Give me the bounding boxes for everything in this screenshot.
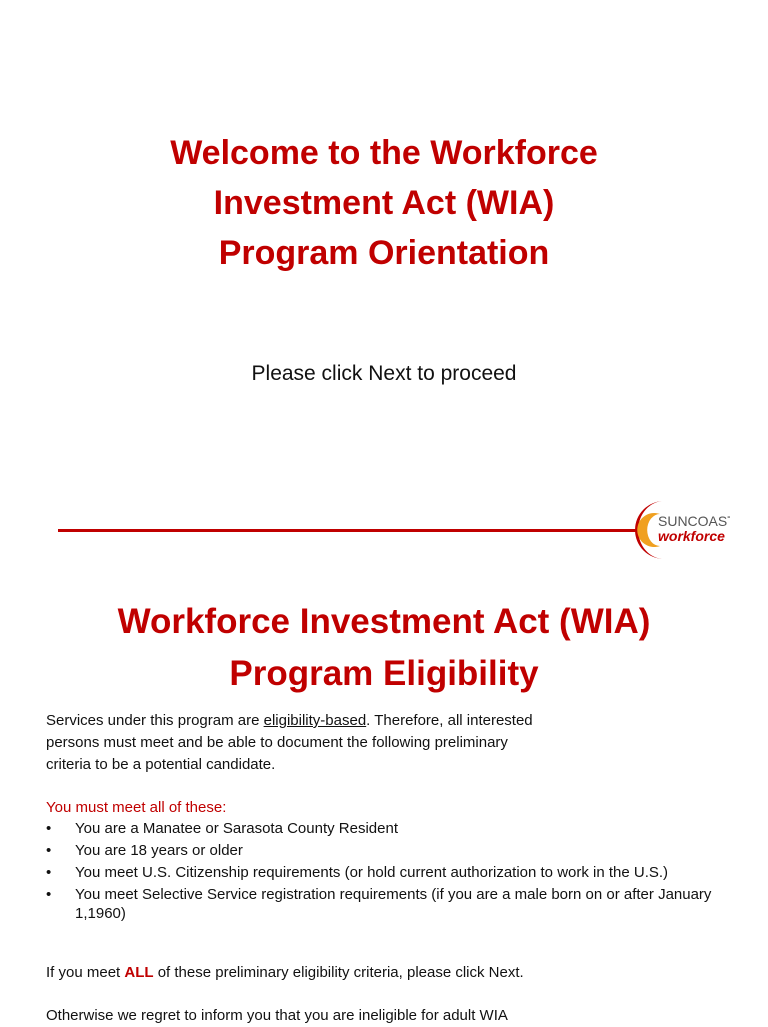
eligibility-title bbox=[0, 596, 768, 700]
eligibility-title-line-2: Program Eligibility bbox=[229, 654, 539, 693]
welcome-title-line-1: Welcome to the Workforce bbox=[170, 134, 598, 172]
logo-line-1: SUNCOAST bbox=[658, 513, 730, 529]
ineligible-notice: Otherwise we regret to inform you that you are ineligible for adult WIA bbox=[46, 1007, 508, 1024]
suncoast-workforce-logo bbox=[630, 497, 730, 561]
must-meet-heading: You must meet all of these: bbox=[46, 799, 227, 816]
criteria-item bbox=[46, 841, 736, 860]
welcome-title-line-2: Investment Act (WIA) bbox=[213, 184, 555, 222]
welcome-title bbox=[0, 128, 768, 278]
bullet-icon: • bbox=[46, 886, 52, 903]
logo-line-2: workforce bbox=[658, 528, 725, 544]
criteria-text: You are a Manatee or Sarasota County Resident bbox=[75, 820, 398, 837]
eligibility-title-line-1: Workforce Investment Act (WIA) bbox=[117, 602, 651, 641]
welcome-title-line-3: Program Orientation bbox=[218, 234, 550, 272]
if-meet-instruction bbox=[46, 962, 524, 984]
criteria-item bbox=[46, 819, 736, 838]
intro-line-1-start: Services under this program are bbox=[46, 712, 264, 729]
criteria-text: You meet Selective Service registration requirements (if you are a male born on or after January 1,1960) bbox=[75, 886, 712, 922]
eligibility-based-term: eligibility-based bbox=[263, 712, 367, 729]
proceed-instruction: Please click Next to proceed bbox=[251, 362, 517, 385]
logo-swoosh-icon bbox=[630, 497, 730, 561]
bullet-icon: • bbox=[46, 842, 52, 859]
if-meet-start: If you meet bbox=[46, 964, 125, 981]
criteria-text: You meet U.S. Citizenship requirements (or hold current authorization to work in the U.S.) bbox=[75, 864, 669, 881]
criteria-item bbox=[46, 885, 736, 923]
intro-line-2: persons must meet and be able to document the following preliminary bbox=[46, 734, 508, 751]
criteria-item bbox=[46, 863, 736, 882]
intro-line-1-end: . Therefore, all interested bbox=[366, 712, 533, 729]
criteria-text: You are 18 years or older bbox=[75, 842, 243, 859]
if-meet-end: of these preliminary eligibility criteria, please click Next. bbox=[153, 964, 524, 981]
all-emphasis: ALL bbox=[124, 964, 154, 981]
intro-line-1 bbox=[46, 710, 606, 732]
slide-divider bbox=[58, 529, 640, 532]
intro-line-3: criteria to be a potential candidate. bbox=[46, 756, 276, 773]
bullet-icon: • bbox=[46, 820, 52, 837]
criteria-list bbox=[46, 819, 736, 926]
eligibility-intro bbox=[46, 710, 606, 776]
bullet-icon: • bbox=[46, 864, 52, 881]
